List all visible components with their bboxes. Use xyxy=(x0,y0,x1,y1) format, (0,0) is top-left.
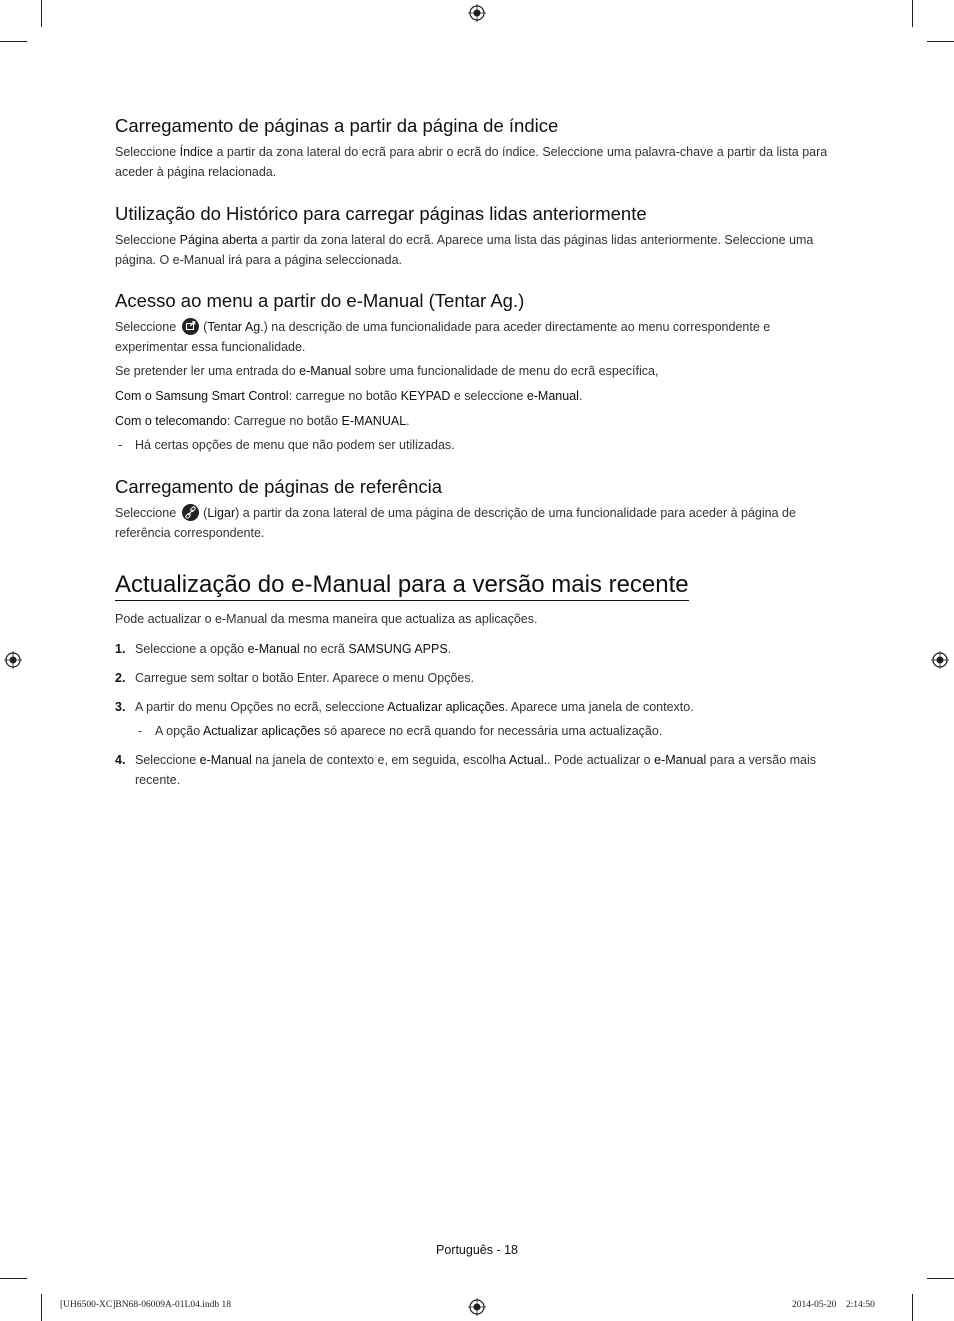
try-now-paragraph-2 xyxy=(115,362,835,382)
button-term: KEYPAD xyxy=(400,389,451,403)
menu-term: Tentar Ag. xyxy=(207,320,264,334)
text: : Carregue no botão xyxy=(226,414,342,428)
text: na janela de contexto e, em seguida, escolha xyxy=(251,753,509,767)
crop-mark xyxy=(927,1278,954,1279)
text: Seleccione a opção xyxy=(135,642,248,656)
crop-mark xyxy=(41,0,42,27)
registration-mark-icon xyxy=(468,1298,486,1316)
step-text xyxy=(135,698,835,718)
text: Se pretender ler uma entrada do xyxy=(115,364,300,378)
text: Seleccione xyxy=(135,753,200,767)
registration-mark-icon xyxy=(4,651,22,669)
step-3-note xyxy=(155,722,662,742)
note-dash: - xyxy=(138,724,143,738)
menu-term: Página aberta xyxy=(179,233,258,247)
text: . Aparece uma janela de contexto. xyxy=(504,700,694,714)
text: . Pode actualizar o xyxy=(547,753,655,767)
text: Seleccione xyxy=(115,506,177,520)
crop-mark xyxy=(912,1294,913,1321)
section-title-reference: Carregamento de páginas de referência xyxy=(115,476,443,497)
text: e seleccione xyxy=(450,389,527,403)
text: sobre uma funcionalidade de menu do ecrã específica, xyxy=(351,364,659,378)
text: A partir do menu Opções no ecrã, seleccione xyxy=(135,700,388,714)
text: ( xyxy=(203,320,208,334)
menu-term: e-Manual xyxy=(247,642,300,656)
step-number: 2. xyxy=(115,671,126,685)
text: só aparece no ecrã quando for necessária uma actualização. xyxy=(320,724,663,738)
section-title-index: Carregamento de páginas a partir da página de índice xyxy=(115,115,559,136)
step-number: 3. xyxy=(115,700,126,714)
step-number: 1. xyxy=(115,642,126,656)
text: Seleccione xyxy=(115,320,177,334)
device-term: Com o Samsung Smart Control xyxy=(115,389,289,403)
menu-term: Actualizar aplicações xyxy=(202,724,321,738)
section-title-history: Utilização do Histórico para carregar páginas lidas anteriormente xyxy=(115,203,647,224)
text: A opção xyxy=(155,724,203,738)
link-icon xyxy=(182,504,199,521)
menu-term: e-Manual xyxy=(199,753,252,767)
crop-mark xyxy=(912,0,913,27)
text: : carregue no botão xyxy=(288,389,401,403)
page-number: Português - 18 xyxy=(436,1243,518,1257)
reference-paragraph xyxy=(115,504,835,543)
menu-term: Índice xyxy=(179,145,213,159)
section-title-try-now: Acesso ao menu a partir do e-Manual (Tentar Ag.) xyxy=(115,290,525,311)
text: . xyxy=(406,414,410,428)
menu-term: e-Manual xyxy=(654,753,707,767)
try-now-icon xyxy=(182,318,199,335)
text: a partir da zona lateral do ecrã. Aparece uma lista das páginas lidas anteriormente. Seleccione uma página. O e-Manual irá para a página seleccionada. xyxy=(115,233,814,267)
registration-mark-icon xyxy=(468,4,486,22)
menu-term: Actual. xyxy=(508,753,548,767)
text: ) a partir da zona lateral de uma página de descrição de uma funcionalidade para aceder à página de referência correspondente. xyxy=(115,506,796,540)
menu-term: Actualizar aplicações xyxy=(387,700,505,714)
update-intro: Pode actualizar o e-Manual da mesma maneira que actualiza as aplicações. xyxy=(115,612,538,626)
crop-mark xyxy=(0,1278,27,1279)
text: Seleccione xyxy=(115,145,180,159)
note-dash: - xyxy=(118,438,123,452)
step-number: 4. xyxy=(115,753,126,767)
menu-term: e-Manual xyxy=(526,389,579,403)
try-now-paragraph-3 xyxy=(115,387,835,407)
menu-term: SAMSUNG APPS xyxy=(348,642,448,656)
text: . xyxy=(447,642,452,656)
crop-mark xyxy=(0,41,27,42)
text: . xyxy=(578,389,583,403)
text: ) na descrição de uma funcionalidade para aceder directamente ao menu correspondente e experimentar essa funcionalidade. xyxy=(115,320,771,354)
text: a partir da zona lateral do ecrã para abrir o ecrã do índice. Seleccione uma palavra-chave a partir da lista para aceder à página relacionada. xyxy=(115,145,828,179)
device-term: Com o telecomando xyxy=(115,414,227,428)
crop-mark xyxy=(41,1294,42,1321)
try-now-paragraph xyxy=(115,318,835,357)
text: no ecrã xyxy=(299,642,349,656)
print-slug-right: 2014-05-20 2:14:50 xyxy=(792,1300,875,1310)
step-text: Carregue sem soltar o botão Enter. Aparece o menu Opções. xyxy=(135,671,475,685)
print-slug-left: [UH6500-XC]BN68-06009A-01L04.indb 18 xyxy=(60,1300,231,1310)
crop-mark xyxy=(927,41,954,42)
step-text xyxy=(135,640,835,660)
button-term: E-MANUAL xyxy=(341,414,407,428)
step-text xyxy=(135,751,835,790)
menu-term: Ligar xyxy=(207,506,236,520)
registration-mark-icon xyxy=(931,651,949,669)
history-paragraph xyxy=(115,231,835,270)
chapter-title-update: Actualização do e-Manual para a versão mais recente xyxy=(115,570,689,601)
text: ( xyxy=(203,506,208,520)
text: Seleccione xyxy=(115,233,180,247)
try-now-paragraph-4 xyxy=(115,412,835,432)
text: para a versão mais recente. xyxy=(135,753,817,787)
menu-term: e-Manual xyxy=(299,364,352,378)
index-paragraph xyxy=(115,143,835,182)
note-text: Há certas opções de menu que não podem ser utilizadas. xyxy=(135,438,455,452)
